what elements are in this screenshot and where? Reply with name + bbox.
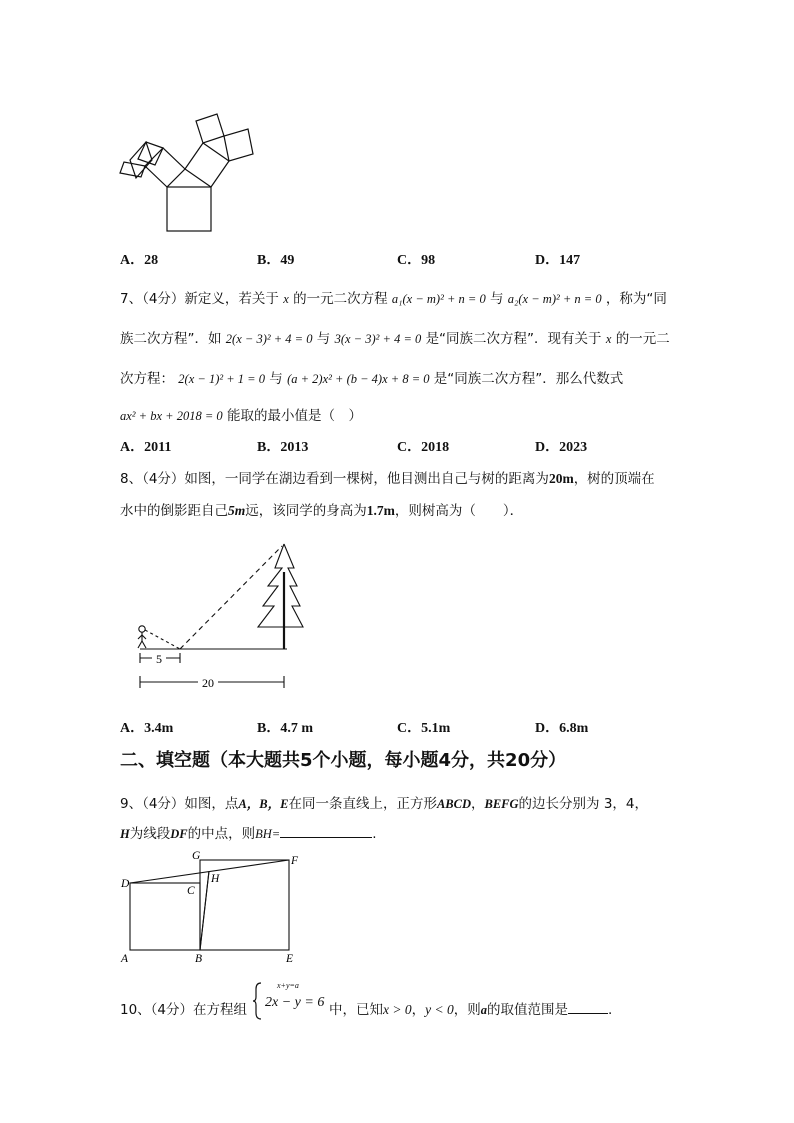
q10-brace-icon [253,981,263,1021]
q8-option-d: D．6.8m [535,721,589,736]
q9-segment-df: DF [170,827,188,841]
q9-label-e: E [286,953,294,965]
q9-text: . [372,826,377,842]
q10-condition-x: x > 0 [383,1002,412,1017]
q7-example-eq-1: 2(x − 3)² + 4 = 0 [225,332,313,346]
q9-label-d: D [121,878,130,890]
q10-answer-blank[interactable] [568,999,608,1014]
q8-student-height: 1.7m [366,503,395,518]
q9-answer-blank[interactable] [280,823,372,838]
q8-text: ，树的顶端在 [573,471,655,487]
q9-points: A，B，E [238,797,289,811]
q7-option-d: D．2023 [535,440,588,455]
q9-squares-figure [115,848,310,966]
q9-label-c: C [187,885,195,897]
q7-text: 的一元二次方程 [293,291,388,307]
q7-equation-b1: 2(x − 1)² + 1 = 0 [178,372,265,386]
q6-right-square [185,143,229,187]
q6-option-c: C．98 [397,253,436,268]
section-2-title: 二、填空题（本大题共5个小题，每小题4分，共20分） [120,750,567,771]
q7-equation-b2: (a + 2)x² + (b − 4)x + 8 = 0 [287,372,430,386]
q10-var-a: a [480,1003,487,1017]
q10-text: . [607,1002,613,1018]
q6-left-square [145,148,185,187]
q8-sight-line-from-eye [145,630,180,649]
q7-text: 能取的最小值是（ ） [226,408,362,424]
q9-point-h: H [120,827,130,841]
q9-segment-df-line [130,860,289,883]
q7-equation-a2: a₂(x − m)² + n = 0 [507,292,602,306]
q8-label-20: 20 [202,676,214,690]
q8-tree-reflection-figure [130,535,305,695]
q7-line-1 [120,287,667,307]
q8-text: 8、（4分）如图，一同学在湖边看到一棵树，他目测出自己与树的距离为 [120,471,549,487]
q7-line-2 [120,327,670,347]
q7-text: 7、（4分）新定义，若关于 [120,291,279,307]
q9-text: ， [471,796,485,812]
q7-text: 与 [316,331,331,347]
q8-text: 远，该同学的身高为 [245,503,367,519]
q7-text: 与 [269,371,283,387]
q7-text: 是“同族二次方程”．那么代数式 [433,371,624,387]
q7-example-eq-2: 3(x − 3)² + 4 = 0 [334,332,422,346]
q6-pythagoras-tree-figure [115,100,265,235]
q8-label-5: 5 [156,652,162,666]
q8-distance-reflection: 5m [228,503,246,518]
q6-small-square-4 [224,129,253,161]
q7-text: 的一元二 [615,331,670,347]
q7-var-x: x [605,332,612,346]
q6-small-square-1 [120,162,145,177]
q7-expression: ax² + bx + 2018 = 0 [120,409,223,423]
q8-line-2 [120,499,523,519]
q10-equation-bottom: 2x − y = 6 [265,995,325,1010]
q6-option-b: B．49 [257,253,295,268]
q6-small-square-3 [196,114,224,143]
q8-option-c: C．5.1m [397,721,451,736]
q6-option-d: D．147 [535,253,581,268]
q8-line-1 [120,467,655,487]
q7-line-4 [120,404,362,424]
q9-line-1 [120,792,648,812]
q7-option-a: A．2011 [120,440,172,455]
q7-option-b: B．2013 [257,440,309,455]
q10-line-rest [329,998,612,1018]
q9-text: 的中点，则 [187,826,256,842]
q9-label-h: H [211,873,220,885]
q10-text: ，则 [453,1002,481,1018]
q8-distance-tree: 20m [548,471,574,486]
q8-student-figure [138,626,146,648]
q9-bh-label: BH= [255,827,281,841]
q6-option-a: A．28 [120,253,159,268]
q9-text: 9、（4分）如图，点 [120,796,239,812]
q9-square-abcd: ABCD [436,797,471,811]
q7-option-c: C．2018 [397,440,450,455]
q9-label-f: F [291,855,299,867]
q9-label-g: G [192,850,201,862]
q7-equation-a1: a₁(x − m)² + n = 0 [391,292,486,306]
q7-text: 族二次方程”．如 [120,331,222,347]
q10-text: 的取值范围是 [486,1002,568,1018]
q9-text: 为线段 [129,826,171,842]
q8-text: 水中的倒影距自己 [120,503,228,519]
q10-equation-top: x+y=a [277,981,299,990]
q8-option-a: A．3.4m [120,721,174,736]
q9-label-a: A [121,953,129,965]
q9-segment-bf-line [200,871,209,950]
q7-text: 次方程： [120,371,174,387]
q9-line-2 [120,822,377,842]
q10-text: 中，已知 [329,1002,383,1018]
q8-tree-outline [258,544,303,627]
q6-base-square [167,187,211,231]
q8-option-b: B．4.7 m [257,721,313,736]
q8-sight-line-to-tree [180,546,282,649]
q10-text: 10、（4分）在方程组 [120,1002,248,1018]
q10-text: ， [411,1002,426,1018]
q10-line [120,998,247,1018]
q7-line-3 [120,367,623,387]
q8-text: ，则树高为（ ）． [394,503,524,519]
q10-condition-y: y < 0 [425,1002,454,1017]
q7-text: 是“同族二次方程”．现有关于 [425,331,602,347]
q9-label-b: B [195,953,203,965]
q9-text: 在同一条直线上，正方形 [288,796,437,812]
q7-var-x: x [283,292,289,306]
q9-square-befg: BEFG [484,797,519,811]
q9-text: 的边长分别为 3，4， [518,796,649,812]
q7-text: 与 [490,291,504,307]
q10-equation-system [253,981,329,1021]
q7-text: ，称为“同 [605,291,667,307]
